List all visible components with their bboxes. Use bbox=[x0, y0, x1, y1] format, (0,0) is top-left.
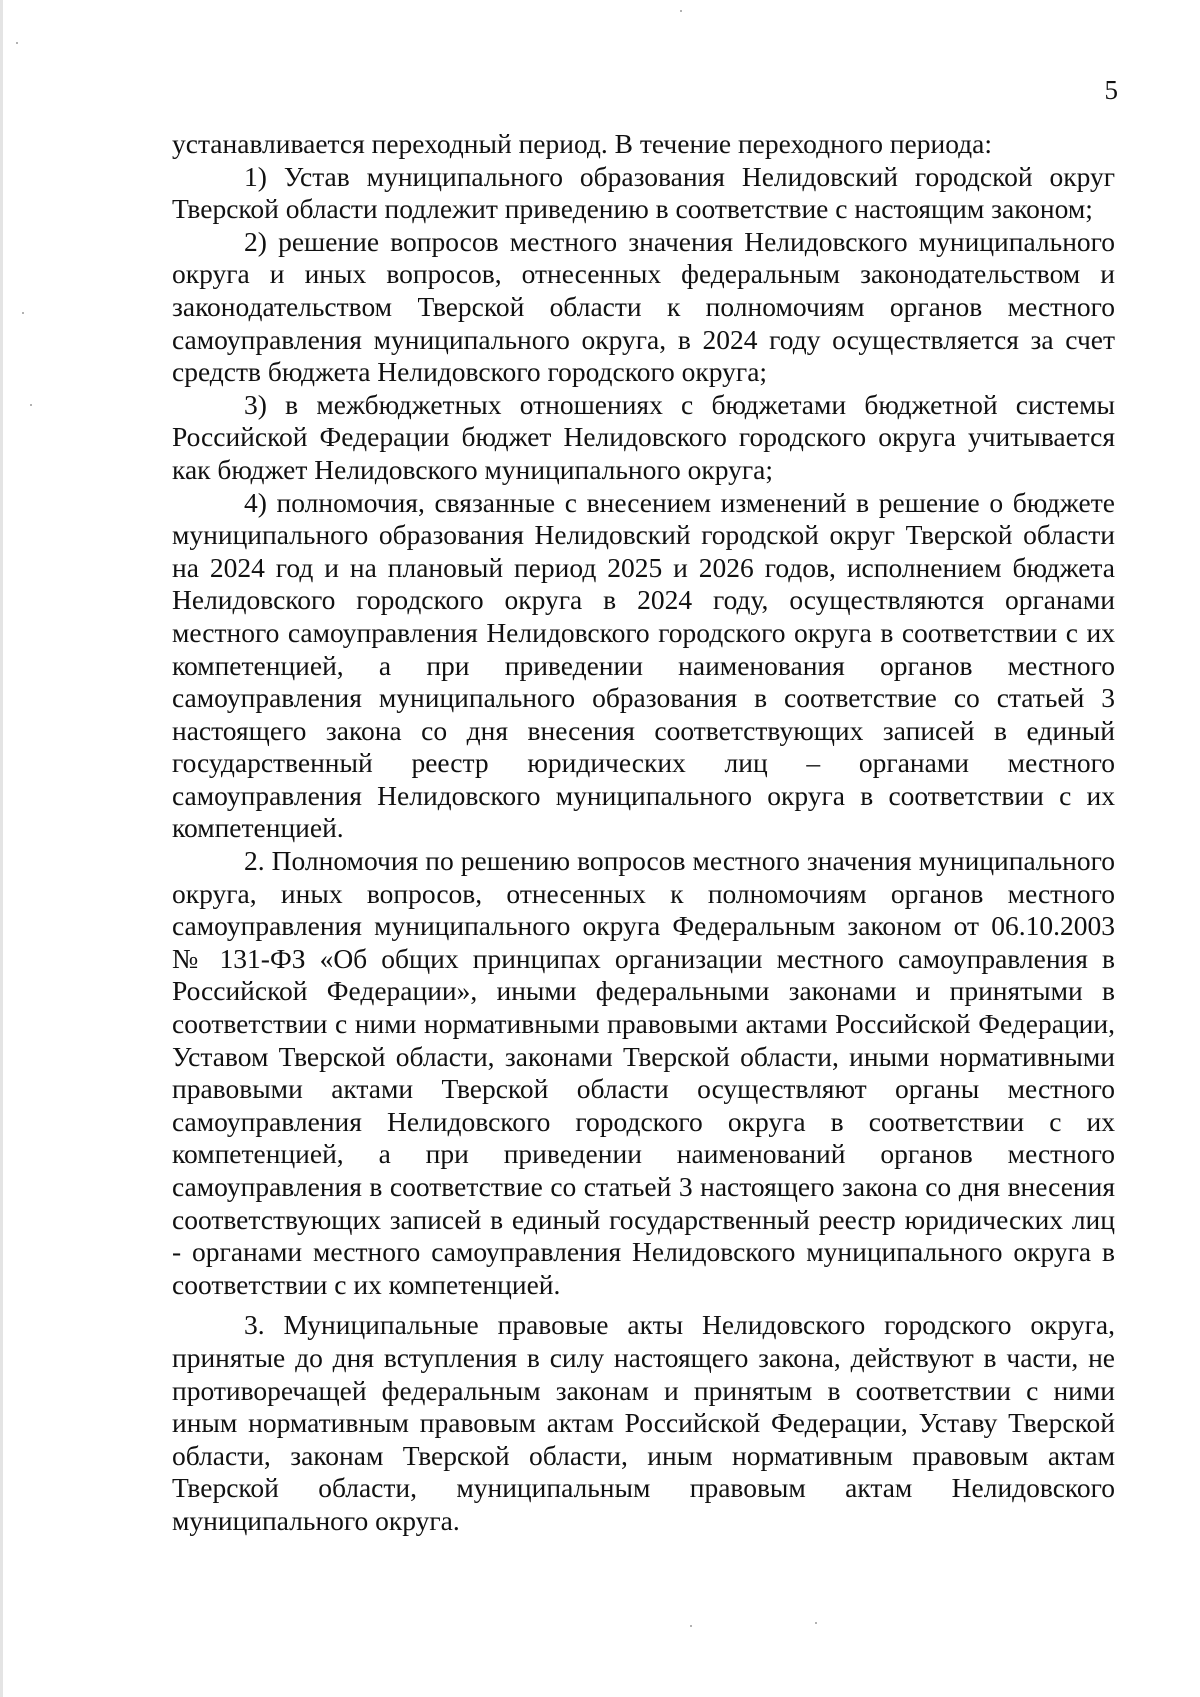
scan-edge-shadow bbox=[0, 0, 3, 1697]
paragraph-item-4: 4) полномочия, связанные с внесением изменений в решение о бюджете муниципального образования Нелидовский городской округ Тверской области на 2024 год и на плановый период 2025 и 2026 годов, исполнением бюджета Нелидовского городского округа в 2024 году, осуществляются органами местного самоуправления Нелидовского городского округа в соответствии с их компетенцией, а при приведении наименования органов местного самоуправления муниципального образования в соответствие со статьей 3 настоящего закона со дня внесения соответствующих записей в единый государственный реестр юридических лиц – органами местного самоуправления Нелидовского муниципального округа в соответствии с их компетенцией. bbox=[172, 486, 1115, 844]
scan-speck bbox=[815, 1622, 817, 1624]
scan-speck bbox=[680, 10, 682, 12]
scan-speck bbox=[16, 42, 18, 44]
paragraph-item-2: 2) решение вопросов местного значения Нелидовского муниципального округа и иных вопросов, отнесенных федеральным законодательством и законодательством Тверской области к полномочиям органов местного самоуправления муниципального округа, в 2024 году осуществляется за счет средств бюджета Нелидовского городского округа; bbox=[172, 225, 1115, 388]
paragraph-item-1: 1) Устав муниципального образования Нелидовский городской округ Тверской области подлежит приведению в соответствие с настоящим законом; bbox=[172, 160, 1115, 225]
paragraph-item-3: 3) в межбюджетных отношениях с бюджетами бюджетной системы Российской Федерации бюджет Нелидовского городского округа учитывается как бюджет Нелидовского муниципального округа; bbox=[172, 388, 1115, 485]
page-number: 5 bbox=[1104, 75, 1118, 105]
document-body bbox=[172, 128, 1115, 1538]
scan-speck bbox=[30, 404, 32, 406]
scan-speck bbox=[22, 312, 24, 314]
paragraph-intro: устанавливается переходный период. В течение переходного периода: bbox=[172, 128, 993, 159]
paragraph-clause-2: 2. Полномочия по решению вопросов местного значения муниципального округа, иных вопросов, отнесенных к полномочиям органов местного самоуправления муниципального округа Федеральным законом от 06.10.2003 № 131-ФЗ «Об общих принципах организации местного самоуправления в Российской Федерации», иными федеральными законами и принятыми в соответствии с ними нормативными правовыми актами Российской Федерации, Уставом Тверской области, законами Тверской области, иными нормативными правовыми актами Тверской области осуществляют органы местного самоуправления Нелидовского городского округа в соответствии с их компетенцией, а при приведении наименований органов местного самоуправления в соответствие со статьей 3 настоящего закона со дня внесения соответствующих записей в единый государственный реестр юридических лиц - органами местного самоуправления Нелидовского муниципального округа в соответствии с их компетенцией. bbox=[172, 845, 1115, 1300]
scan-speck bbox=[690, 1625, 692, 1627]
paragraph-clause-3: 3. Муниципальные правовые акты Нелидовского городского округа, принятые до дня вступления в силу настоящего закона, действуют в части, не противоречащей федеральным законам и принятым в соответствии с ними иным нормативным правовым актам Российской Федерации, Уставу Тверской области, законам Тверской области, иным нормативным правовым актам Тверской области, муниципальным правовым актам Нелидовского муниципального округа. bbox=[172, 1309, 1115, 1536]
